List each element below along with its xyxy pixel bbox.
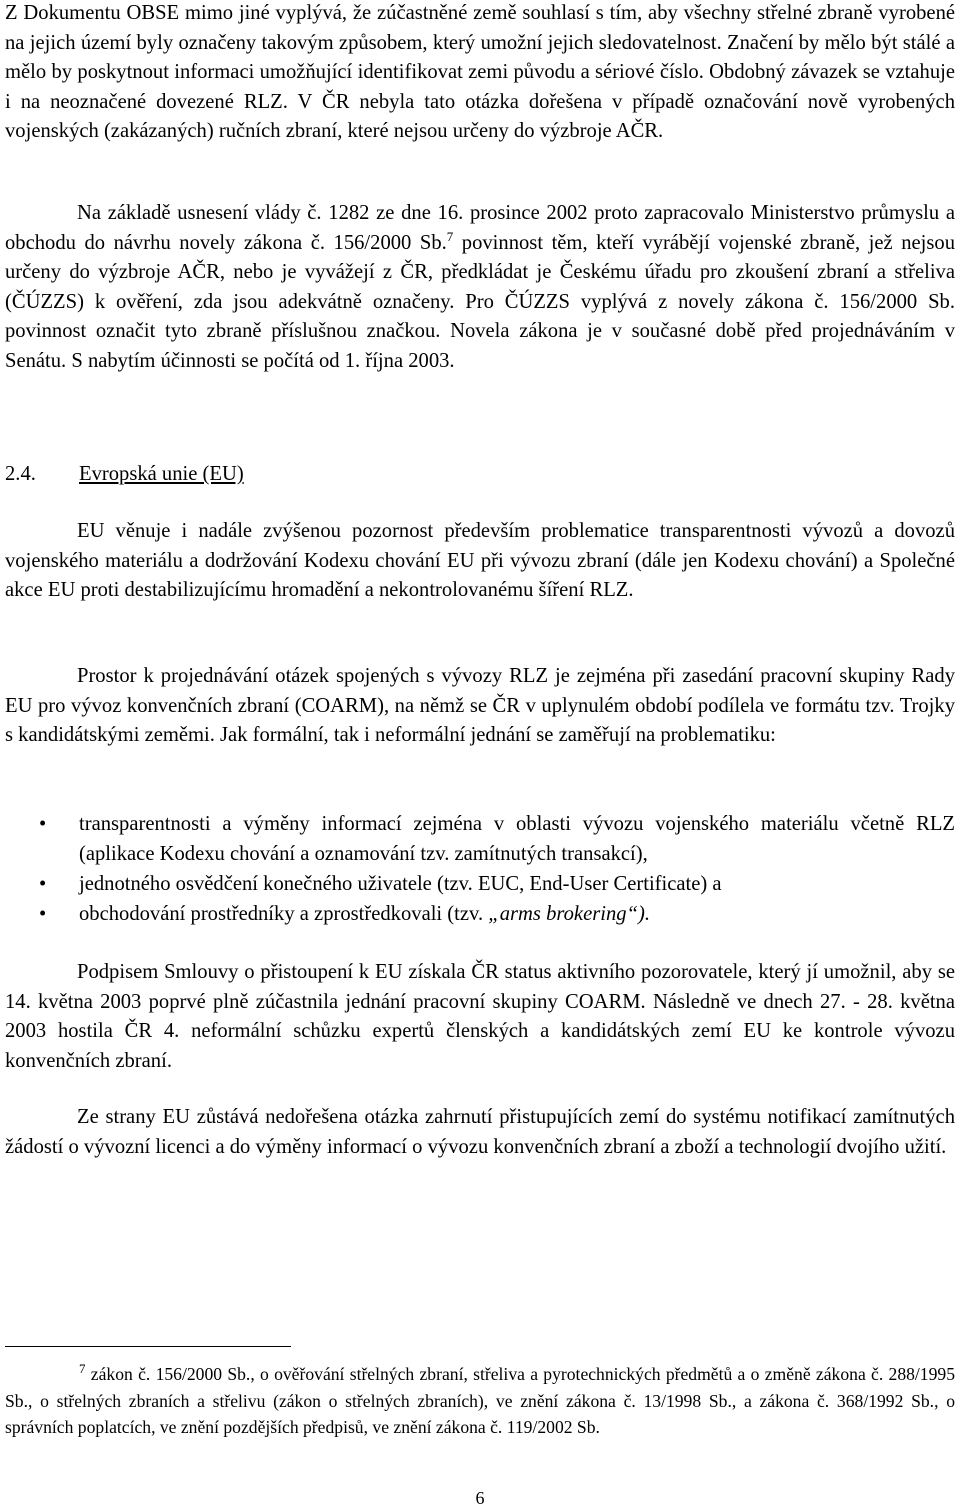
- list-item-italic-text: „arms brokering“).: [488, 902, 650, 925]
- list-item-text: jednotného osvědčení konečného uživatele (tzv. EUC, End-User Certificate) a: [79, 873, 722, 896]
- paragraph-eu-attention: EU věnuje i nadále zvýšenou pozornost především problematice transparentnosti vývozů a dovozů vojenského materiálu a dodržování Kodexu chování EU při vývozu zbraní (dále jen Kodexu chování) a Společné akce EU proti destabilizujícímu hromadění a nekontrolovanému šíření RLZ.: [5, 520, 955, 602]
- paragraph-text-after-footnote: povinnost těm, kteří vyrábějí vojenské zbraně, jež nejsou určeny do výzbroje AČR, nebo je vyvážejí z ČR, předkládat je Českému úřadu pro zkoušení zbraní a střeliva (ČÚZZS) k ověření, zda jsou adekvátně označeny. Pro ČÚZZS vyplývá z novely zákona č. 156/2000 Sb. povinnost označit tyto zbraně příslušnou značkou. Novela zákona je v současné době před projednáváním v Senátu. S nabytím účinnosti se počítá od 1. října 2003.: [5, 231, 955, 372]
- page-number: 6: [475, 1488, 485, 1508]
- section-heading: [5, 460, 955, 490]
- section-number: 2.4.: [5, 463, 36, 485]
- footnote-text: zákon č. 156/2000 Sb., o ověřování střelných zbraní, střeliva a pyrotechnických předmětů a o změně zákona č. 288/1995 Sb., o střelných zbraních a střelivu (zákon o střelných zbraních), ve znění zákona č. 13/1998 Sb., a zákona č. 368/1992 Sb., o správních poplatcích, ve znění pozdějších předpisů, ve znění zákona č. 119/2002 Sb.: [5, 1364, 955, 1438]
- list-item: [5, 810, 955, 869]
- bullet-icon: •: [39, 902, 47, 925]
- list-item: [5, 870, 955, 900]
- paragraph-text-before-footnote: Na základě usnesení vlády č. 1282 ze dne 16. prosince 2002 proto zapracovalo Ministerstvo průmyslu a obchodu do návrhu novely zákona č. 156/2000 Sb.: [5, 202, 955, 254]
- footnote-reference: 7: [446, 228, 454, 244]
- list-item-text: obchodování prostředníky a zprostředkovali (tzv.: [79, 902, 489, 925]
- section-title: Evropská unie (EU): [79, 463, 244, 485]
- bullet-icon: •: [39, 813, 47, 835]
- paragraph-unresolved: Ze strany EU zůstává nedořešena otázka zahrnutí přistupujících zemí do systému notifikací zamítnutých žádostí o vývozní licenci a do výměny informací o vývozu konvenčních zbraní a zboží a technologií dvojího užití.: [5, 1106, 955, 1158]
- list-item: [5, 900, 955, 930]
- paragraph-coarm: Prostor k projednávání otázek spojených s vývozy RLZ je zejména při zasedání pracovní skupiny Rady EU pro vývoz konvenčních zbraní (COARM), na němž se ČR v uplynulém období podílela ve formátu tzv. Trojky s kandidátskými zeměmi. Jak formální, tak i neformální jednání se zaměřují na problematiku:: [5, 665, 955, 747]
- footnote-mark: 7: [79, 1361, 86, 1377]
- bullet-list: [5, 810, 955, 929]
- bullet-icon: •: [39, 873, 47, 896]
- paragraph-government-resolution: [5, 199, 955, 377]
- paragraph-accession: Podpisem Smlouvy o přistoupení k EU získala ČR status aktivního pozorovatele, který jí umožnil, aby se 14. května 2003 poprvé plně zúčastnila jednání pracovní skupiny COARM. Následně ve dnech 27. - 28. května 2003 hostila ČR 4. neformální schůzku expertů členských a kandidátských zemí EU ke kontrole vývozu konvenčních zbraní.: [5, 961, 955, 1072]
- footnote-separator: [5, 1346, 291, 1347]
- footnote: [5, 1361, 955, 1441]
- list-item-text: transparentnosti a výměny informací zejména v oblasti vývozu vojenského materiálu včetně RLZ (aplikace Kodexu chování a oznamování tzv. zamítnutých transakcí),: [79, 813, 955, 865]
- paragraph-osce-marking: Z Dokumentu OBSE mimo jiné vyplývá, že zúčastněné země souhlasí s tím, aby všechny střelné zbraně vyrobené na jejich území byly označeny takovým způsobem, který umožní jejich sledovatelnost. Značení by mělo být stálé a mělo by poskytnout informaci umožňující identifikovat zemi původu a sériové číslo. Obdobný závazek se vztahuje i na neoznačené dovezené RLZ. V ČR nebyla tato otázka dořešena v případě označování nově vyrobených vojenských (zakázaných) ručních zbraní, které nejsou určeny do výzbroje AČR.: [5, 2, 955, 143]
